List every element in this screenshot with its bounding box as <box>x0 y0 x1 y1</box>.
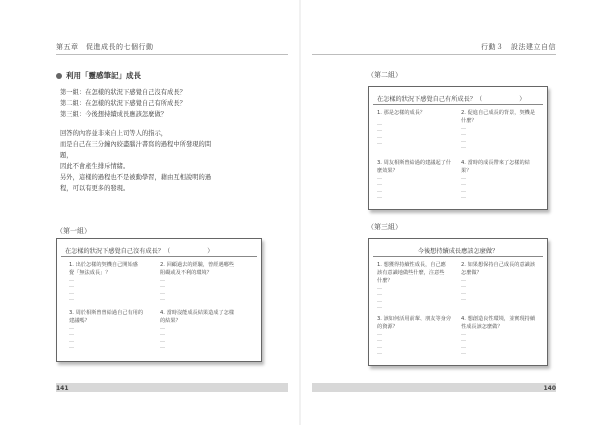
answer-line: ― <box>377 195 382 202</box>
group2-title-rule <box>373 104 543 105</box>
section-heading <box>56 70 141 81</box>
page-spine <box>299 0 301 425</box>
question-line: 1. 想獲得持續性成長，自己應 <box>377 262 446 268</box>
answer-line: ― <box>461 176 466 182</box>
group1-answer-lines-3 <box>69 326 74 352</box>
group3-worksheet <box>368 238 548 366</box>
question-line: 3. 周友相斯曾給過的建議起了什 <box>377 160 452 166</box>
group2-question-2 <box>461 109 541 125</box>
question-line: 覺「無法成長」？ <box>69 270 111 276</box>
group2-answer-lines-2 <box>461 126 466 152</box>
answer-line: ― <box>160 345 165 352</box>
question-line: 2. 促進自己成長的背景，契機是 <box>461 110 536 116</box>
group1-question-2 <box>160 261 240 277</box>
question-line: 2. 如果想保持自己成長的意識該 <box>461 262 536 268</box>
answer-line: ― <box>461 182 466 189</box>
left-page-number: 141 <box>56 385 69 392</box>
group1-label: （第一組） <box>56 227 91 235</box>
answer-line: ― <box>461 278 466 284</box>
paragraph-line: 另外，這樣的過程也不是被動學習，藉由互相說明的過 <box>60 174 212 181</box>
group2-answer-lines-4 <box>461 176 466 202</box>
answer-line: ― <box>160 326 165 332</box>
answer-line: ― <box>69 332 74 339</box>
answer-line: ― <box>377 351 382 358</box>
group1-answer-lines-4 <box>160 326 165 352</box>
answer-line: ― <box>377 176 382 182</box>
right-head-rule <box>312 54 556 55</box>
body-paragraph <box>60 128 275 194</box>
answer-line: ― <box>377 182 382 189</box>
question-line: 怎麼做？ <box>461 270 482 276</box>
answer-line: ― <box>377 134 382 141</box>
paragraph-line: 回答的內容並非來自上司等人的指示， <box>60 130 168 137</box>
group3-answer-lines-4 <box>461 332 466 358</box>
answer-line: ― <box>69 345 74 352</box>
answer-line: ― <box>377 128 382 135</box>
bullet-icon <box>56 73 62 79</box>
left-footer-bar <box>56 383 288 392</box>
group1-answer-lines-1 <box>69 278 74 304</box>
answer-line: ― <box>69 284 74 291</box>
answer-line: ― <box>461 145 466 152</box>
question-line: 4. 想創造良性環境，並實現持續 <box>461 316 536 322</box>
group1-question-4 <box>160 309 240 325</box>
group1-answer-lines-2 <box>160 278 165 304</box>
question-line: 1. 那是怎樣的成長？ <box>377 110 426 116</box>
group2-worksheet <box>368 86 548 210</box>
group1-worksheet-title: 在怎樣的狀況下感覺自己沒有成長？（ ） <box>65 248 214 255</box>
step-item: 第一組：在怎樣的狀況下感覺自己沒有成長？ <box>60 89 186 96</box>
answer-line: ― <box>377 338 382 345</box>
answer-line: ― <box>160 332 165 339</box>
group2-answer-lines-3 <box>377 176 382 202</box>
group1-title-rule <box>61 256 257 257</box>
answer-line: ― <box>377 344 382 351</box>
group2-worksheet-title: 在怎樣的狀況下感覺自己有所成長？（ ） <box>377 96 526 103</box>
step-item: 第二組：在怎樣的狀況下感覺自己有所成長？ <box>60 100 186 107</box>
answer-line: ― <box>461 126 466 132</box>
group3-question-2 <box>461 261 541 277</box>
answer-line: ― <box>461 195 466 202</box>
group1-question-3 <box>69 309 149 325</box>
group3-question-4 <box>461 315 541 331</box>
question-line: 3. 該如何活用前輩、朋友等身旁 <box>377 316 452 322</box>
answer-line: ― <box>69 297 74 304</box>
group3-worksheet-title: 今後想持續成長應該怎麼做？ <box>417 248 499 255</box>
question-line: 什麼？ <box>461 118 477 124</box>
answer-line: ― <box>160 284 165 291</box>
question-line: 建議嗎？ <box>69 318 90 324</box>
answer-line: ― <box>461 344 466 351</box>
group1-question-1 <box>69 261 149 277</box>
left-running-head: 第五章 促進成長的七個行動 <box>56 43 154 51</box>
right-running-head: 行動３ 設法建立自信 <box>481 43 556 51</box>
group3-answer-lines-2 <box>461 278 466 304</box>
answer-line: ― <box>377 188 382 195</box>
group2-answer-lines-1 <box>377 122 382 148</box>
answer-line: ― <box>377 141 382 148</box>
group3-question-1 <box>377 261 457 285</box>
group2-question-1 <box>377 109 457 117</box>
step-item: 第三組：今後想持續成長應該怎麼做？ <box>60 111 168 118</box>
group3-label: （第三組） <box>367 223 402 231</box>
section-heading-text: 利用「靈感筆記」成長 <box>66 71 141 80</box>
group2-question-4 <box>461 159 541 175</box>
group3-answer-lines-3 <box>377 332 382 358</box>
answer-line: ― <box>461 132 466 139</box>
question-line: 1. 出於怎樣的契機自己開始感 <box>69 262 138 268</box>
group2-question-3 <box>377 159 457 175</box>
question-line: 2. 回顧過去的經驗，曾經遇哪些 <box>160 262 235 268</box>
paragraph-line: 題， <box>60 152 73 159</box>
answer-line: ― <box>69 338 74 345</box>
question-line: 4. 當時沒能成長結果造成了怎樣 <box>160 310 235 316</box>
answer-line: ― <box>377 122 382 128</box>
group3-answer-lines-1 <box>377 286 382 312</box>
right-footer-bar <box>312 383 556 392</box>
answer-line: ― <box>69 326 74 332</box>
answer-line: ― <box>461 290 466 297</box>
answer-line: ― <box>461 188 466 195</box>
question-line: 阻礙或及不利的環境？ <box>160 270 212 276</box>
question-line: 果？ <box>461 168 472 174</box>
paragraph-line: 程，可以有更多的發現。 <box>60 185 130 192</box>
group2-label: （第二組） <box>367 71 402 79</box>
answer-line: ― <box>461 138 466 145</box>
answer-line: ― <box>160 297 165 304</box>
question-line: 麼效果？ <box>377 168 398 174</box>
answer-line: ― <box>461 297 466 304</box>
question-line: 該有意識地做些什麼，注意些 <box>377 270 445 276</box>
question-line: 4. 當時的成長帶來了怎樣的結 <box>461 160 530 166</box>
step-list <box>60 87 275 120</box>
answer-line: ― <box>461 284 466 291</box>
answer-line: ― <box>461 338 466 345</box>
answer-line: ― <box>160 290 165 297</box>
group3-question-3 <box>377 315 457 331</box>
question-line: 3. 周於相斯曾曾給過自己有用的 <box>69 310 144 316</box>
paragraph-line: 而是自己在三分鐘內絞盡腦汁書寫的過程中所發現的問 <box>60 141 212 148</box>
answer-line: ― <box>377 298 382 305</box>
answer-line: ― <box>69 278 74 284</box>
answer-line: ― <box>69 290 74 297</box>
answer-line: ― <box>377 332 382 338</box>
paragraph-line: 因此不會產生排斥情緒。 <box>60 163 130 170</box>
left-head-rule <box>56 54 288 55</box>
right-page-number: 140 <box>543 385 556 392</box>
answer-line: ― <box>461 351 466 358</box>
answer-line: ― <box>377 292 382 299</box>
question-line: 性成長該怎麼做？ <box>461 324 503 330</box>
question-line: 的結果？ <box>160 318 181 324</box>
question-line: 什麼？ <box>377 278 393 284</box>
group1-worksheet <box>56 238 262 362</box>
group3-title-rule <box>373 256 543 257</box>
answer-line: ― <box>377 305 382 312</box>
answer-line: ― <box>160 278 165 284</box>
answer-line: ― <box>461 332 466 338</box>
answer-line: ― <box>377 286 382 292</box>
question-line: 的資源？ <box>377 324 398 330</box>
answer-line: ― <box>160 338 165 345</box>
